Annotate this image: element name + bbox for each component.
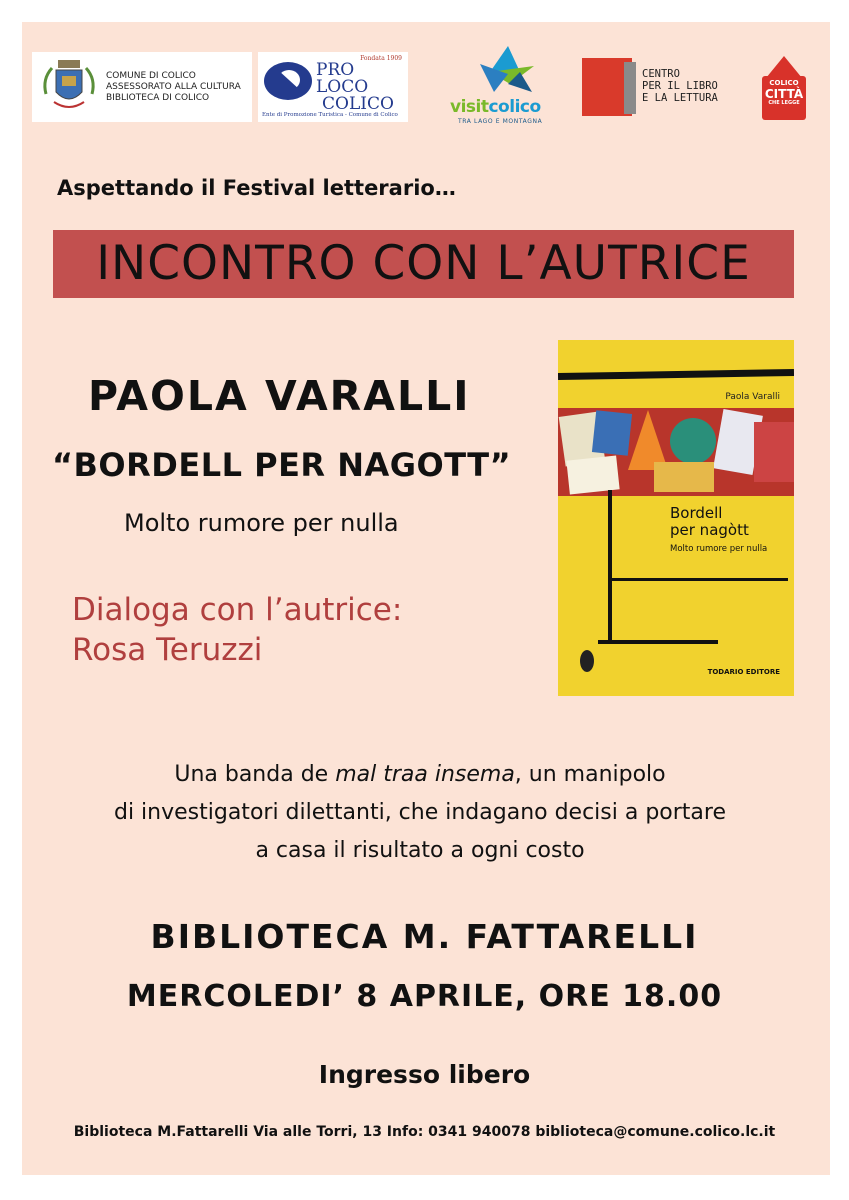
cover-title: [670, 505, 749, 539]
coat-of-arms-icon: [36, 54, 102, 120]
comune-line: BIBLIOTECA DI COLICO: [106, 92, 210, 103]
event-banner: INCONTRO CON L’AUTRICE: [53, 230, 794, 298]
subheading: Aspettando il Festival letterario…: [57, 176, 456, 200]
citta-line: CITTÀ: [764, 87, 804, 101]
proloco-name: [316, 62, 408, 113]
admission-note: Ingresso libero: [318, 1060, 531, 1089]
description-line: di investigatori dilettanti, che indagano decisi a portare: [113, 800, 727, 825]
collage-tile: [654, 462, 714, 492]
collage-tile: [754, 422, 794, 482]
book-icon: [582, 58, 632, 116]
venue-name: BIBLIOTECA M. FATTARELLI: [150, 917, 699, 956]
citta-che-legge-badge: [762, 76, 806, 120]
proloco-emblem-icon: [264, 62, 312, 100]
visitcolico-tagline: TRA LAGO E MONTAGNA: [458, 118, 543, 125]
description-text: , un manipolo: [514, 762, 666, 787]
fingerprint-icon: [580, 650, 594, 672]
cover-publisher: TODARIO EDITORE: [707, 668, 780, 676]
collage-tile: [628, 410, 668, 470]
comune-line: COMUNE DI COLICO: [106, 70, 196, 81]
visitcolico-wordmark: [450, 97, 541, 117]
moderator-block: [72, 590, 402, 670]
cover-title-line: per nagòtt: [670, 521, 749, 539]
citta-line: CHE LEGGE: [768, 100, 800, 106]
description-italic: mal traa insema: [335, 762, 515, 787]
proloco-logo: [258, 52, 408, 122]
proloco-name-line: COLICO: [322, 94, 394, 114]
centro-line: PER IL LIBRO: [642, 80, 718, 92]
centro-line: E LA LETTURA: [642, 92, 718, 104]
book-description: [60, 756, 780, 870]
star-icon: [450, 44, 562, 96]
collage-tile: [670, 418, 716, 464]
citta-che-legge-logo: [758, 48, 810, 126]
cover-line: [608, 578, 788, 581]
visit-word-a: visit: [450, 97, 489, 117]
cover-title-line: Bordell: [670, 504, 723, 522]
cover-line: [598, 640, 718, 644]
footer-contact: Biblioteca M.Fattarelli Via alle Torri, 13 Info: 0341 940078 biblioteca@comune.colico.lc.it: [73, 1124, 776, 1140]
moderator-name: Rosa Teruzzi: [72, 632, 263, 668]
collage-tile: [592, 410, 632, 456]
centro-libro-text: [642, 68, 718, 104]
event-date: MERCOLEDI’ 8 APRILE, ORE 18.00: [126, 979, 723, 1014]
cover-subtitle: Molto rumore per nulla: [670, 544, 768, 554]
visit-word-b: colico: [488, 97, 541, 117]
comune-logo: [32, 52, 252, 122]
citta-line: COLICO: [769, 79, 799, 87]
book-title: “BORDELL PER NAGOTT”: [52, 446, 512, 484]
proloco-subtitle: Ente di Promozione Turistica - Comune di Colico: [262, 112, 398, 118]
centro-line: CENTRO: [642, 68, 680, 80]
description-line: [60, 756, 780, 794]
author-name: PAOLA VARALLI: [88, 372, 471, 420]
book-cover-image: [558, 340, 794, 696]
cover-collage: [558, 408, 794, 496]
comune-text: [106, 71, 241, 104]
book-subtitle: Molto rumore per nulla: [124, 509, 399, 537]
proloco-founded: Fondata 1909: [360, 55, 402, 62]
description-text: Una banda de: [174, 762, 336, 787]
cover-author: Paola Varalli: [725, 392, 780, 402]
moderator-label: Dialoga con l’autrice:: [72, 592, 403, 628]
cover-line: [608, 490, 612, 640]
collage-tile: [566, 455, 619, 494]
proloco-name-line: PRO LOCO: [316, 60, 369, 97]
centro-libro-logo: [582, 58, 742, 120]
house-roof-icon: [766, 56, 802, 78]
visitcolico-logo: [450, 44, 562, 128]
cover-brush-stroke: [558, 369, 794, 380]
description-line: a casa il risultato a ogni costo: [255, 838, 585, 863]
comune-line: ASSESSORATO ALLA CULTURA: [106, 81, 241, 92]
